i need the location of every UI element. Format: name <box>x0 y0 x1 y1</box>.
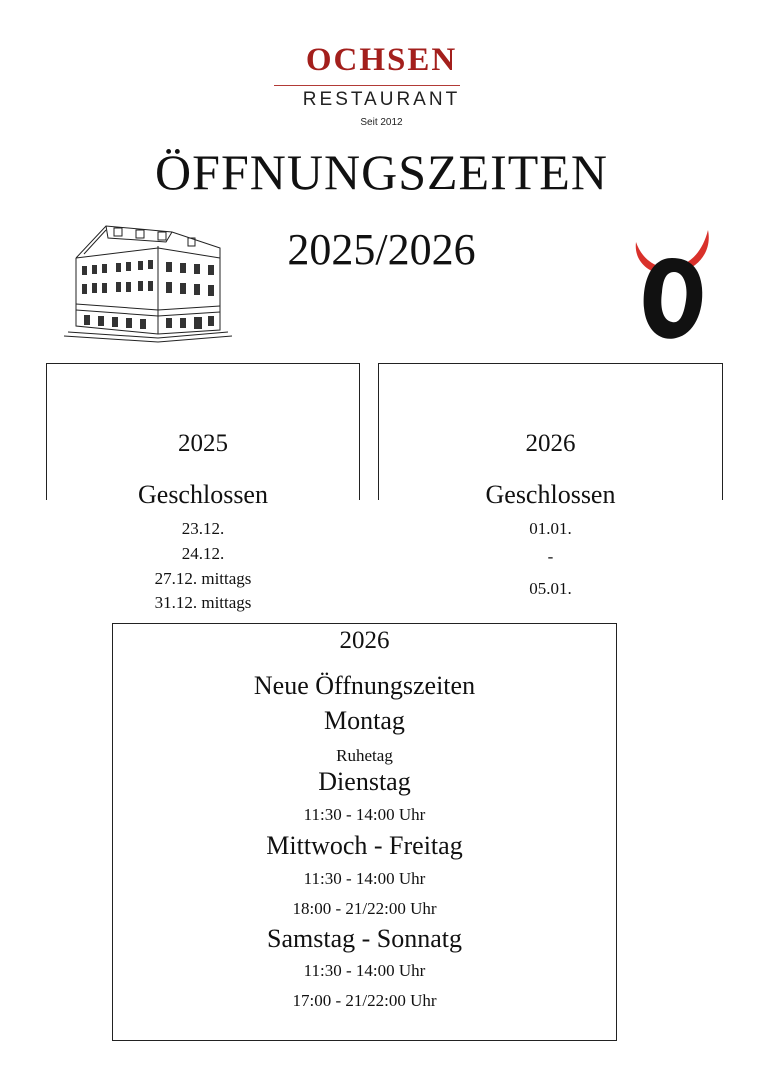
new-hours-year: 2026 <box>339 627 390 654</box>
logo-name: OCHSEN <box>305 42 458 78</box>
logo-divider <box>274 85 460 86</box>
page-title: ÖFFNUNGSZEITEN <box>155 144 608 200</box>
new-hours-heading: Neue Öffnungszeiten <box>253 671 476 700</box>
closed-2025-date: 24.12. <box>181 544 225 563</box>
closed-2025-date: 23.12. <box>181 519 225 538</box>
day-time: 18:00 - 21/22:00 Uhr <box>292 899 437 918</box>
closed-2025-heading: Geschlossen <box>138 480 268 509</box>
year-range: 2025/2026 <box>287 225 476 274</box>
day-label: Samstag - Sonnatg <box>267 924 462 953</box>
closed-2025-date: 27.12. mittags <box>154 569 252 588</box>
day-time: 11:30 - 14:00 Uhr <box>303 805 426 824</box>
day-time: Ruhetag <box>336 746 393 765</box>
ochsen-horn-logo-icon <box>630 228 712 344</box>
day-label: Montag <box>324 706 405 735</box>
day-time: 11:30 - 14:00 Uhr <box>303 869 426 888</box>
logo-since: Seit 2012 <box>360 117 403 128</box>
closed-2026-separator: - <box>547 547 554 566</box>
day-label: Mittwoch - Freitag <box>266 831 463 860</box>
closed-2025-date: 31.12. mittags <box>154 593 252 612</box>
closed-2026-from: 01.01. <box>529 519 572 538</box>
closed-2026-to: 05.01. <box>529 579 572 598</box>
day-time: 17:00 - 21/22:00 Uhr <box>292 991 437 1010</box>
day-label: Dienstag <box>318 767 411 796</box>
closed-2025-year: 2025 <box>178 430 228 457</box>
day-time: 11:30 - 14:00 Uhr <box>303 961 426 980</box>
building-illustration <box>62 218 234 343</box>
closed-2026-year: 2026 <box>525 430 576 457</box>
closed-2026-heading: Geschlossen <box>485 480 616 509</box>
logo-subtitle: RESTAURANT <box>302 89 461 110</box>
